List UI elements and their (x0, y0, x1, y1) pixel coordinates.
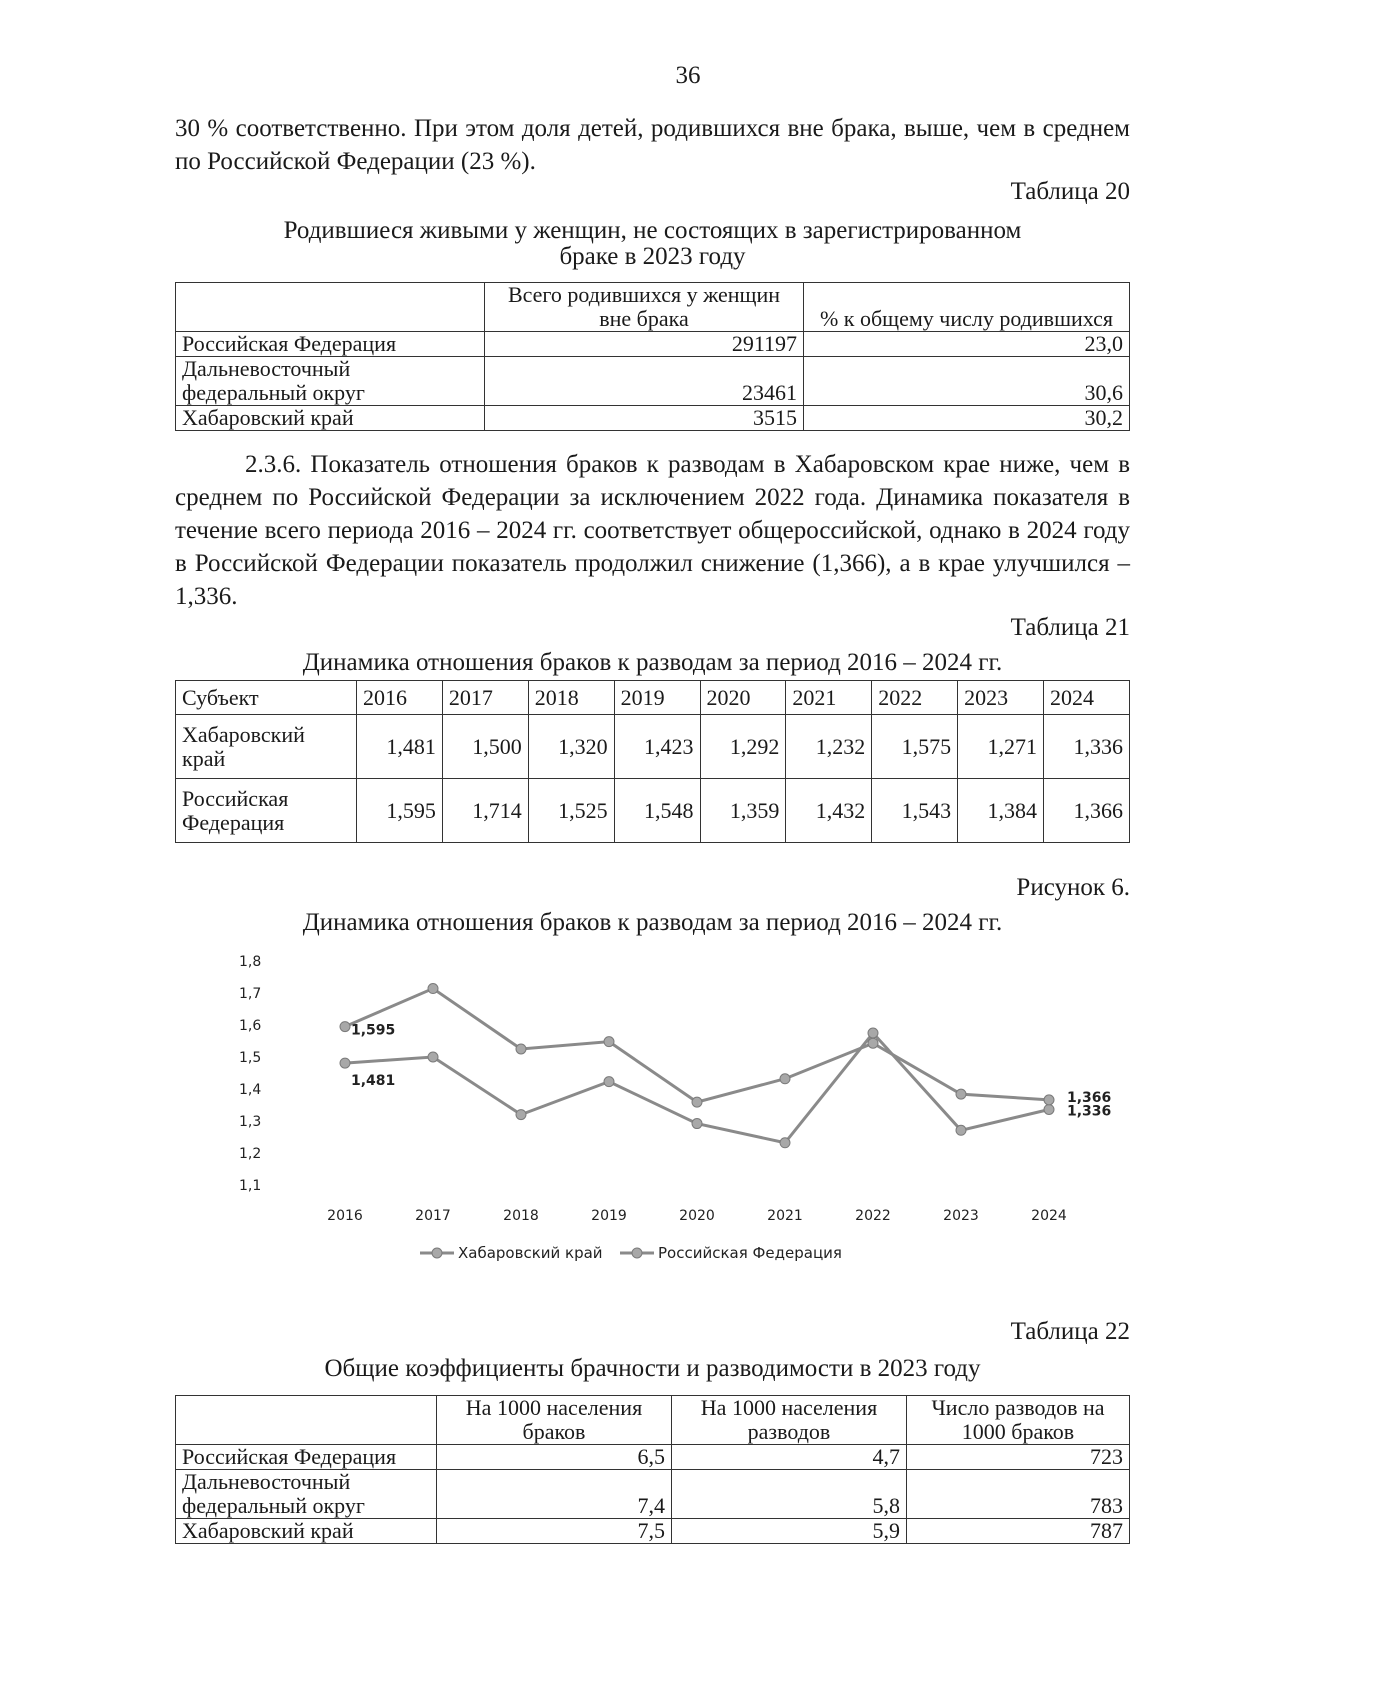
data-point (1044, 1095, 1054, 1105)
table-cell: Российская Федерация (176, 1445, 437, 1470)
table-cell: 4,7 (672, 1445, 907, 1470)
table-21-title: Динамика отношения браков к разводам за период 2016 – 2024 гг. (302, 649, 1003, 676)
page-number: 36 (675, 62, 701, 89)
data-point (604, 1037, 614, 1047)
table-21-header-row (176, 681, 1130, 715)
x-tick-label: 2022 (855, 1208, 891, 1224)
table-row (176, 1470, 1130, 1519)
table-cell: 23461 (485, 357, 804, 406)
table-cell: Хабаровский край (176, 1519, 437, 1544)
table-21-header-cell: 2024 (1044, 681, 1130, 715)
paragraph-intro: 30 % соответственно. При этом доля детей, родившихся вне брака, выше, чем в среднем по Российской Федерации (23 %). (175, 115, 1130, 175)
table-cell: 1,292 (700, 715, 786, 779)
paragraph-2-3-6: 2.3.6. Показатель отношения браков к разводам в Хабаровском крае ниже, чем в среднем по Российской Федерации за исключением 2022 года. Динамика показателя в течение всего периода 2016 – 2024 гг. соответствует общероссийской, однако в 2024 году в Российской Федерации показатель продолжил снижение (1,366), а в крае улучшился – 1,336. (175, 451, 1130, 610)
table-cell: 1,384 (958, 779, 1044, 843)
table-22-header-cell (176, 1396, 437, 1445)
x-tick-label: 2020 (679, 1208, 715, 1224)
table-cell: 1,271 (958, 715, 1044, 779)
table-row (176, 357, 1130, 406)
table-row (176, 332, 1130, 357)
table-cell: 1,543 (872, 779, 958, 843)
x-tick-label: 2023 (943, 1208, 979, 1224)
table-21-header-cell: 2023 (958, 681, 1044, 715)
data-point (604, 1077, 614, 1087)
table-cell: 1,232 (786, 715, 872, 779)
table-cell: 30,6 (804, 357, 1130, 406)
data-label: 1,336 (1067, 1103, 1112, 1120)
table-21 (175, 680, 1130, 843)
table-21-label: Таблица 21 (1010, 614, 1130, 641)
table-20-title-line2: браке в 2023 году (559, 243, 746, 270)
table-row (176, 715, 1130, 779)
data-point (428, 1052, 438, 1062)
figure-6-label: Рисунок 6. (1016, 874, 1130, 901)
data-point (868, 1028, 878, 1038)
table-cell: Российская Федерация (176, 332, 485, 357)
data-point (692, 1119, 702, 1129)
data-point (516, 1044, 526, 1054)
table-cell: 23,0 (804, 332, 1130, 357)
table-22-header-cell: Число разводов на 1000 браков (907, 1396, 1130, 1445)
data-point (780, 1074, 790, 1084)
table-21-header-cell: 2019 (614, 681, 700, 715)
y-tick-label: 1,7 (239, 986, 262, 1002)
y-tick-label: 1,2 (239, 1146, 262, 1162)
line-chart (235, 945, 1112, 1275)
table-22-title: Общие коэффициенты брачности и разводимости в 2023 году (324, 1355, 981, 1382)
y-tick-label: 1,8 (239, 954, 262, 970)
legend-swatch-marker (632, 1248, 642, 1258)
table-cell: Дальневосточный федеральный округ (176, 1470, 437, 1519)
x-tick-label: 2017 (415, 1208, 451, 1224)
table-cell: 1,481 (357, 715, 443, 779)
table-21-header-cell: 2016 (357, 681, 443, 715)
data-point (692, 1097, 702, 1107)
x-tick-label: 2024 (1031, 1208, 1067, 1224)
table-cell: 5,9 (672, 1519, 907, 1544)
table-cell: Хабаровский край (176, 715, 357, 779)
table-20-title (175, 218, 1130, 270)
table-cell: 5,8 (672, 1470, 907, 1519)
data-point (956, 1125, 966, 1135)
table-cell: 1,423 (614, 715, 700, 779)
table-cell: 7,5 (437, 1519, 672, 1544)
table-cell: 1,575 (872, 715, 958, 779)
table-row (176, 1445, 1130, 1470)
data-point (780, 1138, 790, 1148)
table-22 (175, 1395, 1130, 1544)
data-point (516, 1110, 526, 1120)
table-20-label: Таблица 20 (1010, 178, 1130, 205)
legend-swatch-marker (432, 1248, 442, 1258)
table-cell: 1,366 (1044, 779, 1130, 843)
table-cell: 7,4 (437, 1470, 672, 1519)
table-20-header-cell (176, 283, 485, 332)
data-label: 1,481 (351, 1073, 396, 1090)
data-label: 1,595 (351, 1022, 396, 1039)
table-20-header-cell: % к общему числу родившихся (804, 283, 1130, 332)
table-cell: 1,595 (357, 779, 443, 843)
table-20-title-line1: Родившиеся живыми у женщин, не состоящих в зарегистрированном (283, 217, 1022, 244)
table-21-header-cell: 2021 (786, 681, 872, 715)
x-tick-label: 2019 (591, 1208, 627, 1224)
table-22-header-cell: На 1000 населения разводов (672, 1396, 907, 1445)
table-21-header-cell: 2017 (442, 681, 528, 715)
figure-6-title: Динамика отношения браков к разводам за период 2016 – 2024 гг. (302, 909, 1003, 936)
table-20-header-row (176, 283, 1130, 332)
legend-entry: Хабаровский край (458, 1244, 603, 1262)
table-cell: 6,5 (437, 1445, 672, 1470)
series-line (345, 989, 1049, 1103)
data-point (340, 1022, 350, 1032)
table-22-label: Таблица 22 (1010, 1318, 1130, 1345)
table-cell: 1,320 (528, 715, 614, 779)
data-point (956, 1089, 966, 1099)
table-21-header-cell: Субъект (176, 681, 357, 715)
y-tick-label: 1,6 (239, 1018, 262, 1034)
table-cell: 1,432 (786, 779, 872, 843)
x-tick-label: 2016 (327, 1208, 363, 1224)
data-point (340, 1058, 350, 1068)
table-cell: Российская Федерация (176, 779, 357, 843)
table-cell: Дальневосточный федеральный округ (176, 357, 485, 406)
table-row (176, 406, 1130, 431)
table-cell: 1,359 (700, 779, 786, 843)
table-cell: 787 (907, 1519, 1130, 1544)
table-row (176, 1519, 1130, 1544)
y-tick-label: 1,4 (239, 1082, 262, 1098)
table-20 (175, 282, 1130, 431)
table-cell: 1,525 (528, 779, 614, 843)
table-22-header-cell: На 1000 населения браков (437, 1396, 672, 1445)
legend-entry: Российская Федерация (658, 1244, 842, 1262)
data-label: 1,366 (1067, 1089, 1112, 1106)
y-tick-label: 1,5 (239, 1050, 262, 1066)
table-21-header-cell: 2020 (700, 681, 786, 715)
table-cell: 3515 (485, 406, 804, 431)
table-cell: 1,548 (614, 779, 700, 843)
table-cell: 1,714 (442, 779, 528, 843)
table-cell: 783 (907, 1470, 1130, 1519)
table-21-header-cell: 2018 (528, 681, 614, 715)
x-tick-label: 2021 (767, 1208, 803, 1224)
y-tick-label: 1,1 (239, 1178, 262, 1194)
y-tick-label: 1,3 (239, 1114, 262, 1130)
data-point (1044, 1104, 1054, 1114)
data-point (868, 1038, 878, 1048)
table-21-header-cell: 2022 (872, 681, 958, 715)
table-20-header-cell: Всего родившихся у женщин вне брака (485, 283, 804, 332)
table-cell: 291197 (485, 332, 804, 357)
x-tick-label: 2018 (503, 1208, 539, 1224)
table-row (176, 779, 1130, 843)
table-cell: 30,2 (804, 406, 1130, 431)
data-point (428, 984, 438, 994)
table-cell: 723 (907, 1445, 1130, 1470)
table-cell: Хабаровский край (176, 406, 485, 431)
table-cell: 1,336 (1044, 715, 1130, 779)
table-cell: 1,500 (442, 715, 528, 779)
table-22-header-row (176, 1396, 1130, 1445)
